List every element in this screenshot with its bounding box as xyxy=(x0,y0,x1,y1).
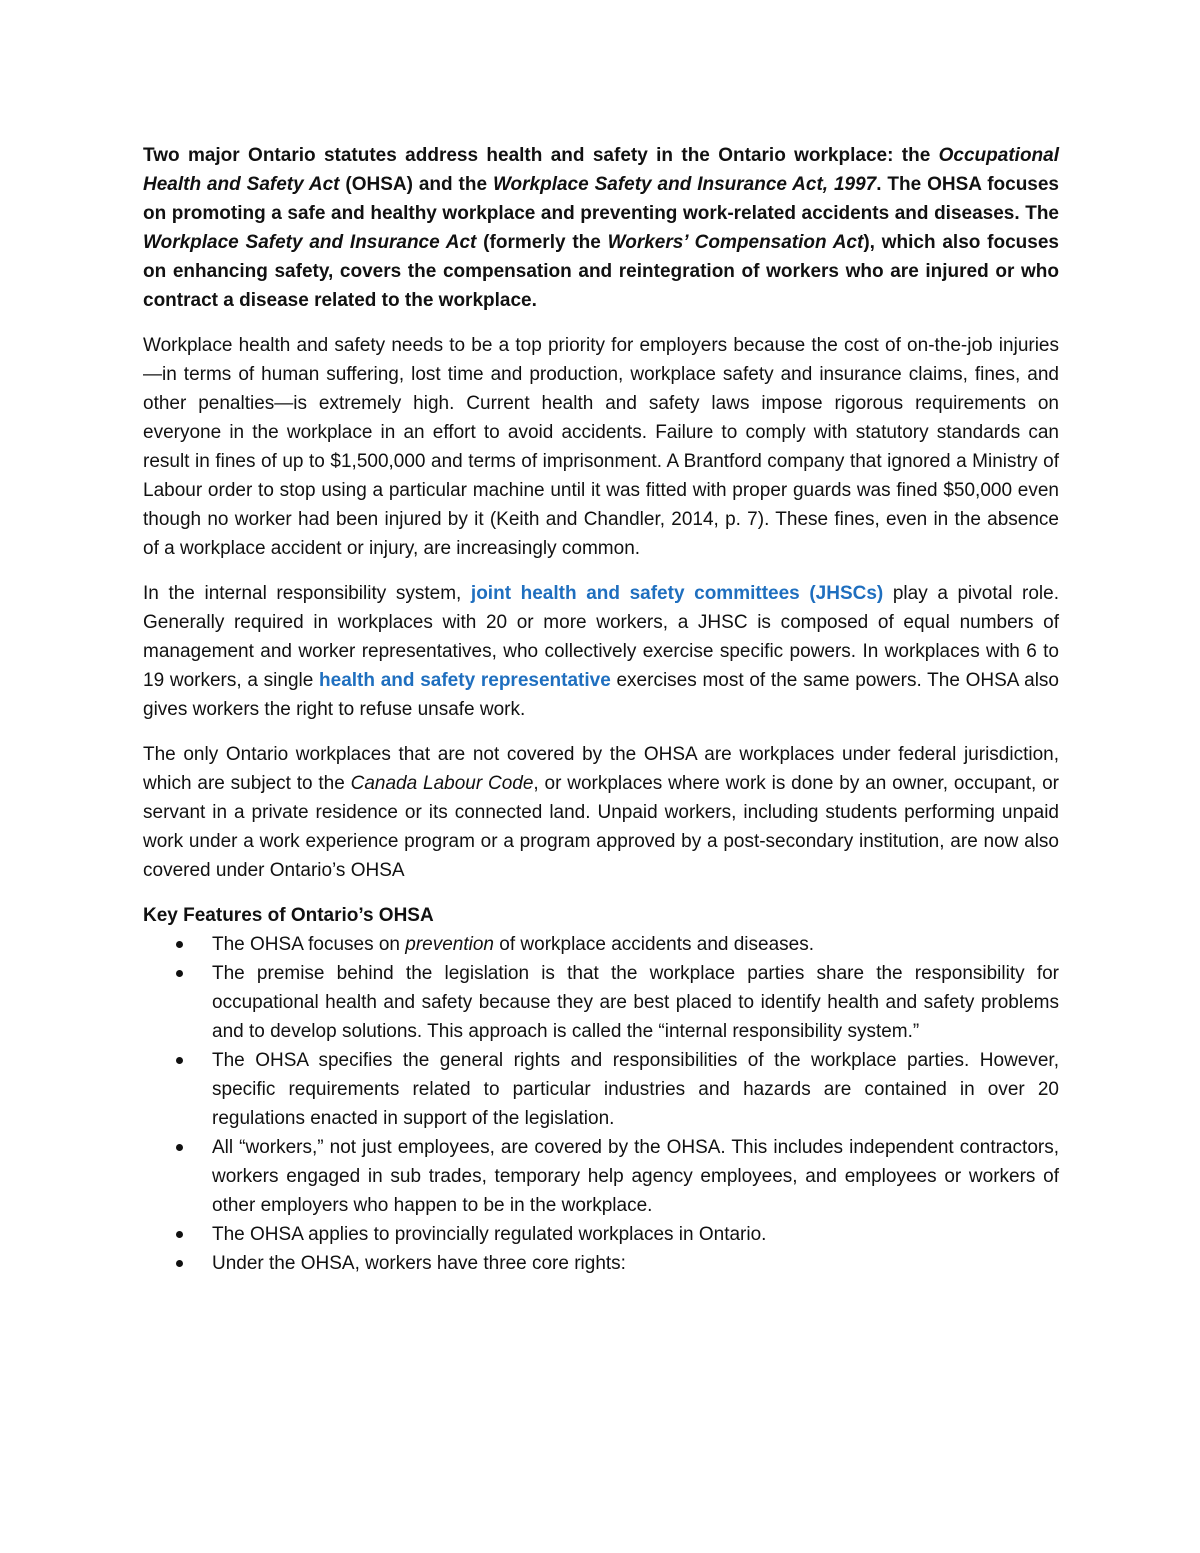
bullet-icon xyxy=(176,1260,183,1267)
coverage-paragraph: The only Ontario workplaces that are not covered by the OHSA are workplaces under federal jurisdiction, which are subject to the Canada Labour Code, or workplaces where work is done by an owner, occupant, or servant in a private residence or its connected land. Unpaid workers, including students performing unpaid work under a work experience program or a program approved by a post-secondary institution, are now also covered under Ontario’s OHSA xyxy=(143,744,1060,881)
list-item: All “workers,” not just employees, are covered by the OHSA. This includes independent contractors, workers engaged in sub trades, temporary help agency employees, and employees or workers of other employers who happen to be in the workplace. xyxy=(143,1133,1059,1220)
list-item: The OHSA specifies the general rights and responsibilities of the workplace parties. However, specific requirements related to particular industries and hazards are contained in over 20 regulations enacted in support of the legislation. xyxy=(143,1046,1059,1133)
bullet-icon xyxy=(176,1144,183,1151)
list-item: The premise behind the legislation is that the workplace parties share the responsibility for occupational health and safety because they are best placed to identify health and safety problems and to develop solutions. This approach is called the “internal responsibility system.” xyxy=(143,959,1059,1046)
bullet-icon xyxy=(176,1231,183,1238)
bullet-icon xyxy=(176,1057,183,1064)
intro-paragraph: Two major Ontario statutes address health and safety in the Ontario workplace: the Occupational Health and Safety Act (OHSA) and the Workplace Safety and Insurance Act, 1997. The OHSA focuses on promoting a safe and healthy workplace and preventing work-related accidents and diseases. The Workplace Safety and Insurance Act (formerly the Workers’ Compensation Act), which also focuses on enhancing safety, covers the compensation and reintegration of workers who are injured or who contract a disease related to the workplace. xyxy=(143,145,1059,311)
health-safety-rep-link[interactable]: health and safety representative xyxy=(319,670,611,691)
list-item: The OHSA applies to provincially regulated workplaces in Ontario. xyxy=(143,1220,1059,1249)
canada-labour-code-title: Canada Labour Code xyxy=(350,773,534,794)
jhsc-link[interactable]: joint health and safety committees (JHSCs) xyxy=(470,583,884,604)
ohsa-title: Occupational Health and Safety Act xyxy=(143,145,1059,195)
internal-responsibility-paragraph: In the internal responsibility system, joint health and safety committees (JHSCs) play a pivotal role. Generally required in workplaces with 20 or more workers, a JHSC is composed of equal numbers of management and worker representatives, who collectively exercise specific powers. In workplaces with 6 to 19 workers, a single health and safety representative exercises most of the same powers. The OHSA also gives workers the right to refuse unsafe work. xyxy=(143,583,1060,720)
wca-title: Workers’ Compensation Act xyxy=(607,232,864,253)
bullet-icon xyxy=(176,970,183,977)
key-features-heading: Key Features of Ontario’s OHSA xyxy=(143,905,434,926)
list-item: Under the OHSA, workers have three core rights: xyxy=(143,1249,1059,1278)
bullet-icon xyxy=(176,941,183,948)
key-features-list xyxy=(143,930,1059,1278)
list-item: The OHSA focuses on prevention of workplace accidents and diseases. xyxy=(143,930,1059,959)
wsia-title-2: Workplace Safety and Insurance Act xyxy=(143,232,477,253)
priority-paragraph: Workplace health and safety needs to be a top priority for employers because the cost of on-the-job injuries—in terms of human suffering, lost time and production, workplace safety and insurance claims, fines, and other penalties—is extremely high. Current health and safety laws impose rigorous requirements on everyone in the workplace in an effort to avoid accidents. Failure to comply with statutory standards can result in fines of up to $1,500,000 and terms of imprisonment. A Brantford company that ignored a Ministry of Labour order to stop using a particular machine until it was fitted with proper guards was fined $50,000 even though no worker had been injured by it (Keith and Chandler, 2014, p. 7). These fines, even in the absence of a workplace accident or injury, are increasingly common. xyxy=(143,335,1059,559)
wsia-title: Workplace Safety and Insurance Act, 1997 xyxy=(492,174,877,195)
document-page xyxy=(143,141,1059,1278)
